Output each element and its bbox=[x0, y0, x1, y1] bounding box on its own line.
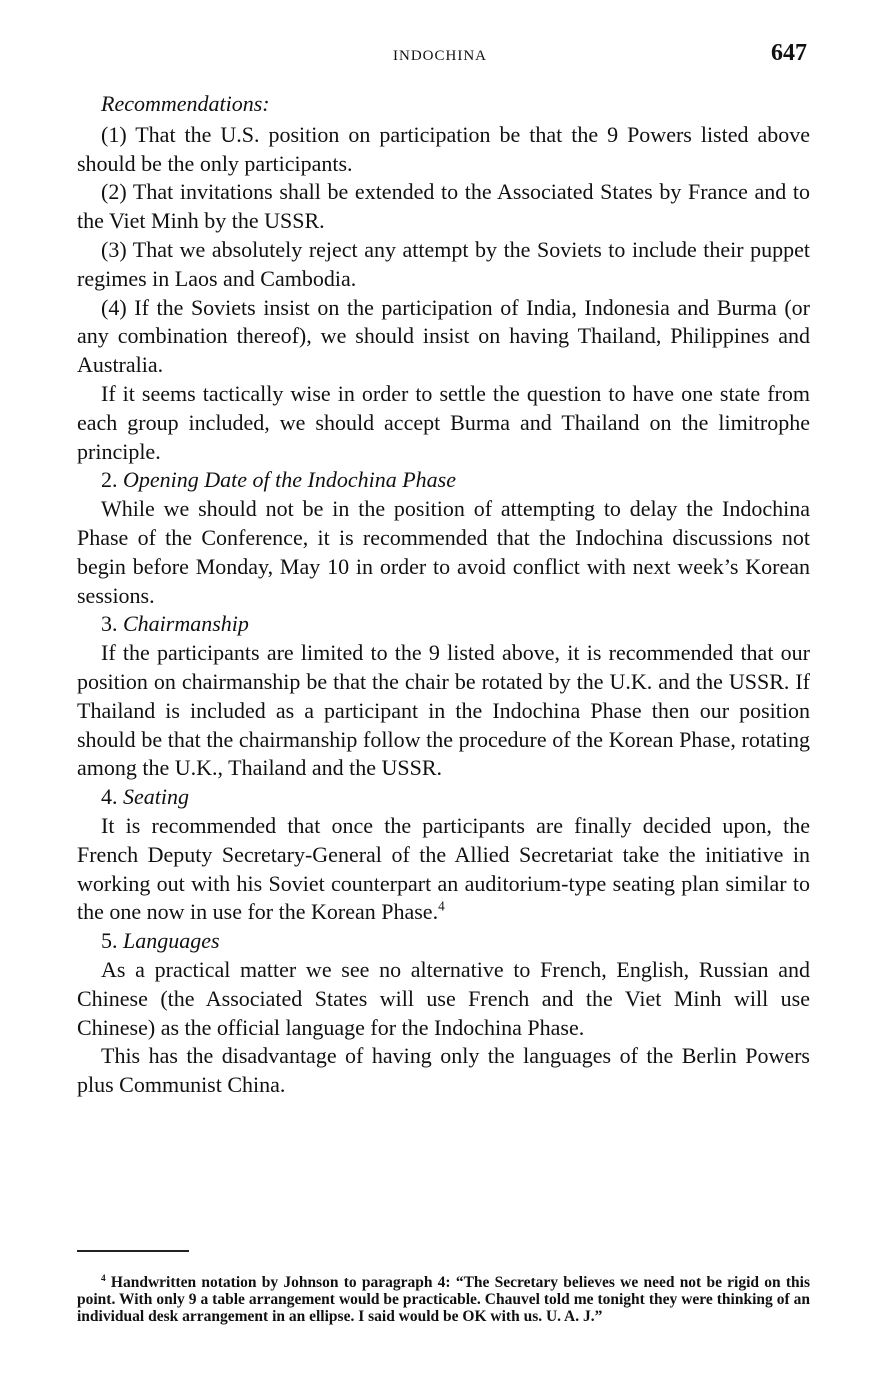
page-number: 647 bbox=[771, 40, 807, 66]
recommendation-item: (1) That the U.S. position on participation be that the 9 Powers listed above should be the only participants. bbox=[77, 121, 810, 176]
section-heading bbox=[77, 783, 810, 812]
running-header bbox=[0, 40, 880, 70]
section-paragraph: If the participants are limited to the 9 listed above, it is recommended that our position on chairmanship be that the chair be rotated by the U.K. and the USSR. If Thailand is included as a participant in the Indochina Phase then our position should be that the chairmanship follow the procedure of the Korean Phase, rotating among the U.K., Thailand and the USSR. bbox=[77, 640, 810, 781]
footnote-text: Handwritten notation by Johnson to paragraph 4: “The Secretary believes we need not be rigid on this point. With only 9 a table arrangement would be practicable. Chauvel told me tonight they were thinking of an individual desk arrangement in an ellipse. I said would be OK with us. U. A. J.” bbox=[77, 1273, 810, 1325]
section-heading bbox=[77, 610, 810, 639]
section-number: 2. bbox=[101, 467, 118, 493]
footnote-reference[interactable]: 4 bbox=[438, 898, 445, 914]
section-title: Languages bbox=[123, 928, 220, 954]
section-title: Chairmanship bbox=[123, 611, 249, 637]
section-title: Seating bbox=[123, 784, 189, 810]
footnote-divider bbox=[77, 1250, 189, 1252]
recommendations-closing: If it seems tactically wise in order to settle the question to have one state from each group included, we should accept Burma and Thailand on the limitrophe principle. bbox=[77, 380, 810, 464]
document-body bbox=[77, 90, 810, 1100]
recommendation-item: (4) If the Soviets insist on the participation of India, Indonesia and Burma (or any combination thereof), we should insist on having Thailand, Philippines and Australia. bbox=[77, 294, 810, 378]
running-title: INDOCHINA bbox=[393, 48, 487, 64]
section-title: Opening Date of the Indochina Phase bbox=[123, 467, 456, 493]
section-paragraph bbox=[77, 812, 810, 927]
section-heading bbox=[77, 927, 810, 956]
section-paragraph-text: It is recommended that once the participants are finally decided upon, the French Deputy Secretary-General of the Allied Secretariat take the initiative in working out with his Soviet counterpart an auditorium-type seating plan similar to the one now in use for the Korean Phase. bbox=[77, 812, 810, 925]
section-paragraph: While we should not be in the position of attempting to delay the Indochina Phase of the Conference, it is recommended that the Indochina discussions not begin before Monday, May 10 in order to avoid conflict with next week’s Korean sessions. bbox=[77, 496, 810, 608]
section-heading bbox=[77, 466, 810, 495]
section-number: 5. bbox=[101, 928, 118, 954]
section-paragraph: As a practical matter we see no alternative to French, English, Russian and Chinese (the Associated States will use French and the Viet Minh will use Chinese) as the official language for the Indochina Phase. bbox=[77, 956, 810, 1040]
recommendation-item: (3) That we absolutely reject any attempt by the Soviets to include their puppet regimes in Laos and Cambodia. bbox=[77, 236, 810, 291]
section-number: 4. bbox=[101, 784, 118, 810]
footnote bbox=[77, 1274, 810, 1325]
footnote-marker: 4 bbox=[101, 1273, 106, 1284]
section-number: 3. bbox=[101, 611, 118, 637]
recommendation-item: (2) That invitations shall be extended to the Associated States by France and to the Viet Minh by the USSR. bbox=[77, 179, 810, 234]
recommendations-heading: Recommendations: bbox=[101, 91, 270, 116]
section-paragraph: This has the disadvantage of having only the languages of the Berlin Powers plus Communist China. bbox=[77, 1043, 810, 1098]
